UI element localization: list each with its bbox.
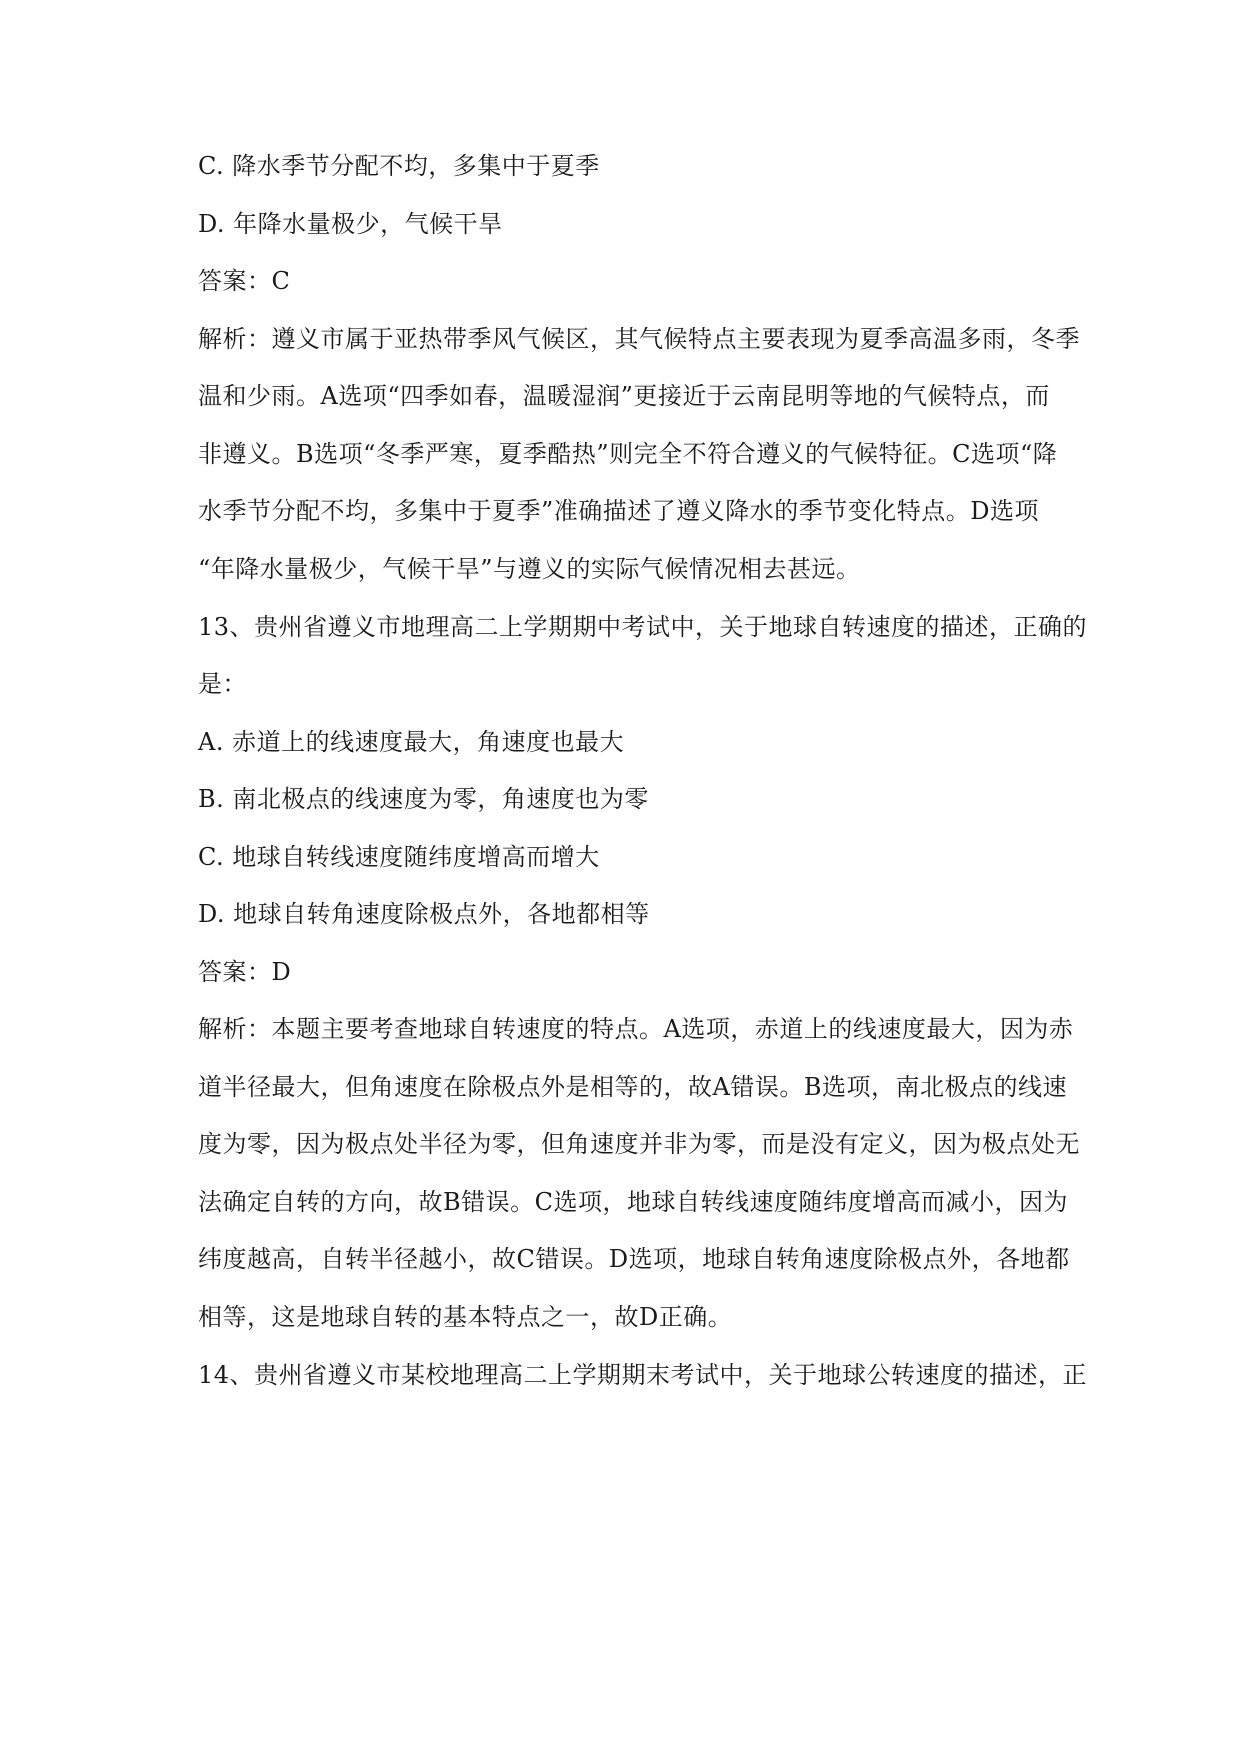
analysis-q13-line-5: 纬度越高，自转半径越小，故C错误。D选项，地球自转角速度除极点外，各地都 xyxy=(198,1245,1070,1273)
question-14-line-1: 14、贵州省遵义市某校地理高二上学期期末考试中，关于地球公转速度的描述，正 xyxy=(198,1361,1088,1389)
analysis-q13-line-3: 度为零，因为极点处半径为零，但角速度并非为零，而是没有定义，因为极点处无 xyxy=(198,1130,1080,1158)
analysis-q13-line-4: 法确定自转的方向，故B错误。C选项，地球自转线速度随纬度增高而减小，因为 xyxy=(198,1188,1068,1216)
option-d-q12: D. 年降水量极少，气候干旱 xyxy=(198,210,503,238)
analysis-q12-line-2: 温和少雨。A选项“四季如春，温暖湿润”更接近于云南昆明等地的气候特点，而 xyxy=(198,382,1050,410)
analysis-q12-line-4: 水季节分配不均，多集中于夏季”准确描述了遵义降水的季节变化特点。D选项 xyxy=(198,497,1040,525)
option-b-q13: B. 南北极点的线速度为零，角速度也为零 xyxy=(198,785,649,813)
question-13-line-2: 是： xyxy=(198,670,247,698)
option-c-q12: C. 降水季节分配不均，多集中于夏季 xyxy=(198,152,600,180)
analysis-q12-line-3: 非遵义。B选项“冬季严寒，夏季酷热”则完全不符合遵义的气候特征。C选项“降 xyxy=(198,440,1058,468)
analysis-q13-line-1: 解析：本题主要考查地球自转速度的特点。A选项，赤道上的线速度最大，因为赤 xyxy=(198,1015,1074,1043)
analysis-q12-line-5: “年降水量极少，气候干旱”与遵义的实际气候情况相去甚远。 xyxy=(198,555,861,583)
analysis-q13-line-2: 道半径最大，但角速度在除极点外是相等的，故A错误。B选项，南北极点的线速 xyxy=(198,1073,1067,1101)
option-c-q13: C. 地球自转线速度随纬度增高而增大 xyxy=(198,843,600,871)
answer-q12: 答案：C xyxy=(198,267,291,295)
analysis-q13-line-6: 相等，这是地球自转的基本特点之一，故D正确。 xyxy=(198,1303,733,1331)
question-13-line-1: 13、贵州省遵义市地理高二上学期期中考试中，关于地球自转速度的描述，正确的 xyxy=(198,613,1088,641)
option-d-q13: D. 地球自转角速度除极点外，各地都相等 xyxy=(198,900,650,928)
option-a-q13: A. 赤道上的线速度最大，角速度也最大 xyxy=(198,728,625,756)
analysis-q12-line-1: 解析：遵义市属于亚热带季风气候区，其气候特点主要表现为夏季高温多雨，冬季 xyxy=(198,325,1080,353)
answer-q13: 答案：D xyxy=(198,958,292,986)
